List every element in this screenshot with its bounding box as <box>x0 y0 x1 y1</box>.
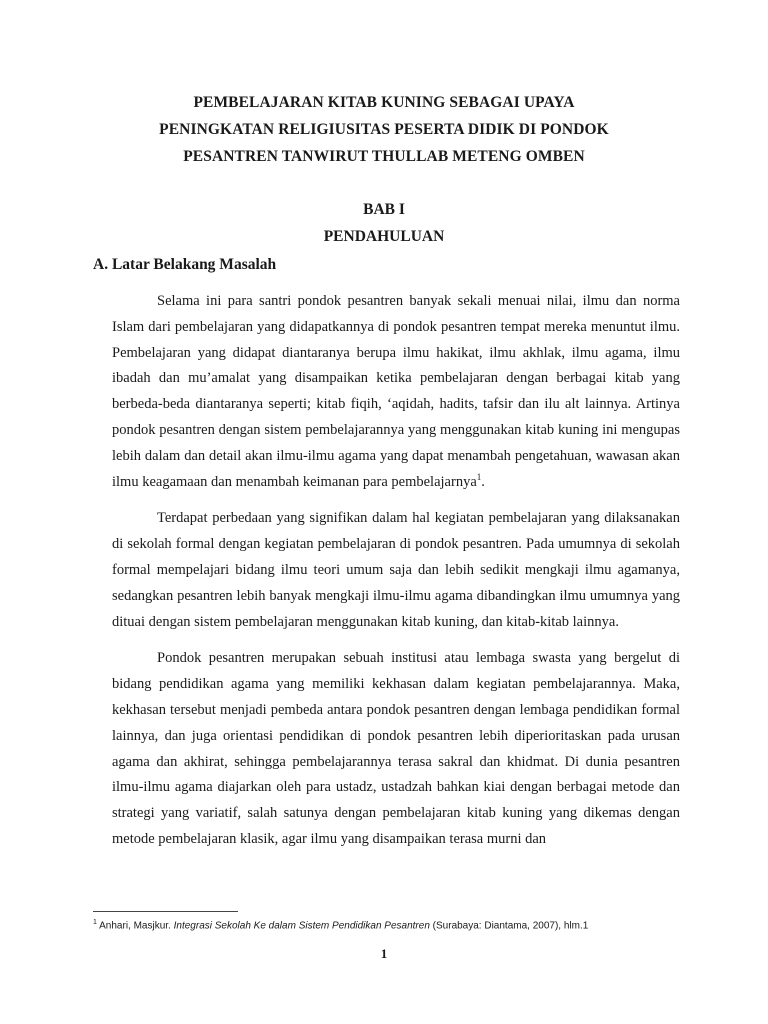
footnote <box>93 916 588 933</box>
paragraph-1 <box>112 289 680 495</box>
paragraph-text: Selama ini para santri pondok pesantren banyak sekali menuai nilai, ilmu dan norma Islam dari pembelajaran yang didapatkannya di pondok pesantren tempat mereka menuntut ilmu. Pembelajaran yang didapat diantaranya berupa ilmu hakikat, ilmu akhlak, ilmu agama, ilmu ibadah dan mu’amalat yang disampaikan ketika pembelajaran dengan berbagai kitab yang berbeda-beda diantaranya seperti; kitab fiqih, ‘aqidah, hadits, tafsir dan ilu alt lainnya. Artinya pondok pesantren dengan sistem pembelajarannya yang menggunakan kitab kuning ini mengupas lebih dalam dan detail akan ilmu-ilmu agama yang dapat menambah pengetahuan, wawasan akan ilmu keagamaan dan menambah keimanan para pembelajarnya <box>112 293 680 490</box>
chapter-name: PENDAHULUAN <box>323 228 445 245</box>
document-title <box>0 89 768 170</box>
paragraph-2: Terdapat perbedaan yang signifikan dalam hal kegiatan pembelajaran yang dilaksanakan di sekolah formal dengan kegiatan pembelajaran di pondok pesantren. Pada umumnya di sekolah formal mempelajari bidang ilmu teori umum saja dan lebih sedikit mengkaji ilmu agamanya, sedangkan pesantren lebih banyak mengkaji ilmu-ilmu agama dibandingkan ilmu umumnya yang dituai dengan sistem pembelajaran menggunakan kitab kuning, dan kitab-kitab lainnya. <box>112 510 680 630</box>
title-line: PENINGKATAN RELIGIUSITAS PESERTA DIDIK DI PONDOK <box>159 121 609 138</box>
footnote-separator <box>93 911 238 912</box>
page-number: 1 <box>380 946 388 961</box>
footnote-reference[interactable]: 1 <box>476 471 482 482</box>
footnote-number: 1 <box>93 919 97 926</box>
footnote-book-title: Integrasi Sekolah Ke dalam Sistem Pendidikan Pesantren <box>173 920 430 932</box>
section-heading: A. Latar Belakang Masalah <box>93 256 277 273</box>
chapter-number: BAB I <box>363 201 405 218</box>
footnote-publication: (Surabaya: Diantama, 2007), hlm.1 <box>432 920 589 932</box>
footnote-author: Anhari, Masjkur. <box>99 920 171 932</box>
paragraph-3: Pondok pesantren merupakan sebuah institusi atau lembaga swasta yang bergelut di bidang pendidikan agama yang memiliki kekhasan dalam kegiatan pembelajarannya. Maka, kekhasan tersebut menjadi pembeda antara pondok pesantren dengan lembaga pendidikan formal lainnya, dan juga orientasi pendidikan di pondok pesantren lebih diperioritaskan pada urusan agama dan akhirat, sehingga pembelajarannya terasa sakral dan khidmat. Di dunia pesantren ilmu-ilmu agama diajarkan oleh para ustadz, ustadzah bahkan kiai dengan berbagai metode dan strategi yang variatif, salah satunya dengan pembelajaran kitab kuning yang dikemas dengan metode pembelajaran klasik, agar ilmu yang disampaikan terasa murni dan <box>112 650 680 847</box>
title-line: PEMBELAJARAN KITAB KUNING SEBAGAI UPAYA <box>193 94 575 111</box>
body-text <box>112 289 680 864</box>
title-line: PESANTREN TANWIRUT THULLAB METENG OMBEN <box>183 148 585 165</box>
paragraph-suffix: . <box>481 473 485 490</box>
